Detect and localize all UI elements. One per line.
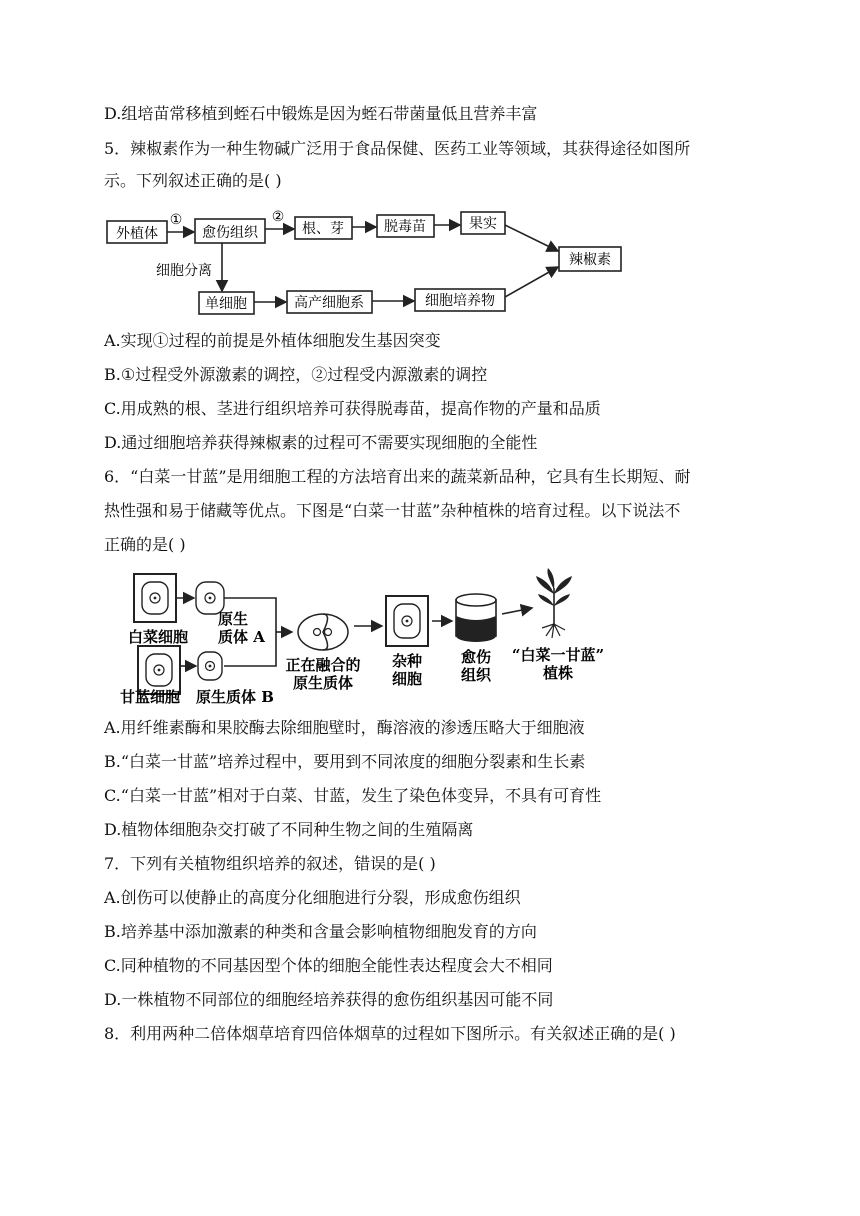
separation-label: 细胞分离 (156, 263, 212, 279)
high-yield-line-label: 高产细胞系 (294, 295, 364, 311)
q5-stem-line1: 5．辣椒素作为一种生物碱广泛用于食品保健、医药工业等领域，其获得途径如图所 (104, 139, 691, 158)
cell-culture-label: 细胞培养物 (425, 293, 495, 309)
q7-option-c: C.同种植物的不同基因型个体的细胞全能性表达程度会大不相同 (104, 956, 553, 975)
root-bud-label: 根、芽 (302, 221, 344, 237)
q6-option-a: A.用纤维素酶和果胶酶去除细胞壁时，酶溶液的渗透压略大于细胞液 (104, 718, 585, 737)
q5-option-a: A.实现①过程的前提是外植体细胞发生基因突变 (104, 331, 441, 350)
q7-option-a: A.创伤可以使静止的高度分化细胞进行分裂，形成愈伤组织 (104, 888, 521, 907)
q7-option-d: D.一株植物不同部位的细胞经培养获得的愈伤组织基因可能不同 (104, 990, 554, 1009)
protoplast-a-label-line1: 原生 (218, 610, 249, 628)
callus-dish-icon (456, 594, 496, 642)
protoplast-a-label-line2: 质体 A (218, 628, 265, 646)
step2-label: ② (271, 209, 285, 225)
q5-option-d: D.通过细胞培养获得辣椒素的过程可不需要实现细胞的全能性 (104, 433, 538, 452)
explant-label: 外植体 (116, 226, 158, 242)
step1-label: ① (169, 212, 183, 228)
hybrid-plant-label-line2: 植株 (542, 664, 574, 682)
capsaicin-label: 辣椒素 (569, 252, 611, 268)
q6-stem-line2: 热性强和易于储藏等优点。下图是“白菜一甘蓝”杂种植株的培育过程。以下说法不 (104, 501, 681, 520)
q5-diagram (104, 205, 634, 317)
protoplast-b-label: 原生质体 B (196, 688, 274, 706)
hybrid-cell-label-line1: 杂种 (391, 652, 423, 670)
single-cell-label: 单细胞 (205, 296, 247, 312)
callus-label-line2: 组织 (460, 666, 492, 684)
cabbage-cell-icon (134, 574, 176, 622)
virus-free-label: 脱毒苗 (384, 219, 426, 235)
q5-stem-line2: 示。下列叙述正确的是( ) (104, 171, 282, 190)
q6-stem-line3: 正确的是( ) (104, 535, 186, 554)
q5-option-b: B.①过程受外源激素的调控，②过程受内源激素的调控 (104, 365, 488, 384)
callus-label: 愈伤组织 (202, 225, 258, 241)
q7-stem: 7．下列有关植物组织培养的叙述，错误的是( ) (104, 854, 436, 873)
hybrid-cell-icon (386, 596, 428, 646)
cabbage-cell-label: 白菜细胞 (127, 628, 189, 646)
fusing-label-line1: 正在融合的 (285, 656, 361, 674)
kale-cell-label: 甘蓝细胞 (119, 688, 181, 706)
q6-option-d: D.植物体细胞杂交打破了不同种生物之间的生殖隔离 (104, 820, 474, 839)
hybrid-plant-icon (536, 568, 572, 638)
q6-option-b: B.“白菜一甘蓝”培养过程中，要用到不同浓度的细胞分裂素和生长素 (104, 752, 586, 771)
fruit-label: 果实 (469, 216, 497, 232)
fusing-protoplasts-icon (298, 614, 348, 650)
q6-option-c: C.“白菜一甘蓝”相对于白菜、甘蓝，发生了染色体变异，不具有可育性 (104, 786, 602, 805)
q7-option-b: B.培养基中添加激素的种类和含量会影响植物细胞发育的方向 (104, 922, 537, 941)
q6-diagram (118, 566, 638, 706)
kale-cell-icon (138, 646, 180, 694)
q6-stem-line1: 6．“白菜一甘蓝”是用细胞工程的方法培育出来的蔬菜新品种，它具有生长期短、耐 (104, 467, 691, 486)
callus-label-line1: 愈伤 (460, 648, 492, 666)
q8-stem: 8．利用两种二倍体烟草培育四倍体烟草的过程如下图所示。有关叙述正确的是( ) (104, 1024, 676, 1043)
hybrid-cell-label-line2: 细胞 (391, 670, 423, 688)
fusing-label-line2: 原生质体 (292, 674, 354, 692)
hybrid-plant-label-line1: “白菜一甘蓝” (511, 646, 605, 664)
q5-option-c: C.用成熟的根、茎进行组织培养可获得脱毒苗，提高作物的产量和品质 (104, 399, 601, 418)
q4-option-d: D.组培苗常移植到蛭石中锻炼是因为蛭石带菌量低且营养丰富 (104, 104, 538, 123)
protoplast-b-icon (198, 652, 222, 680)
